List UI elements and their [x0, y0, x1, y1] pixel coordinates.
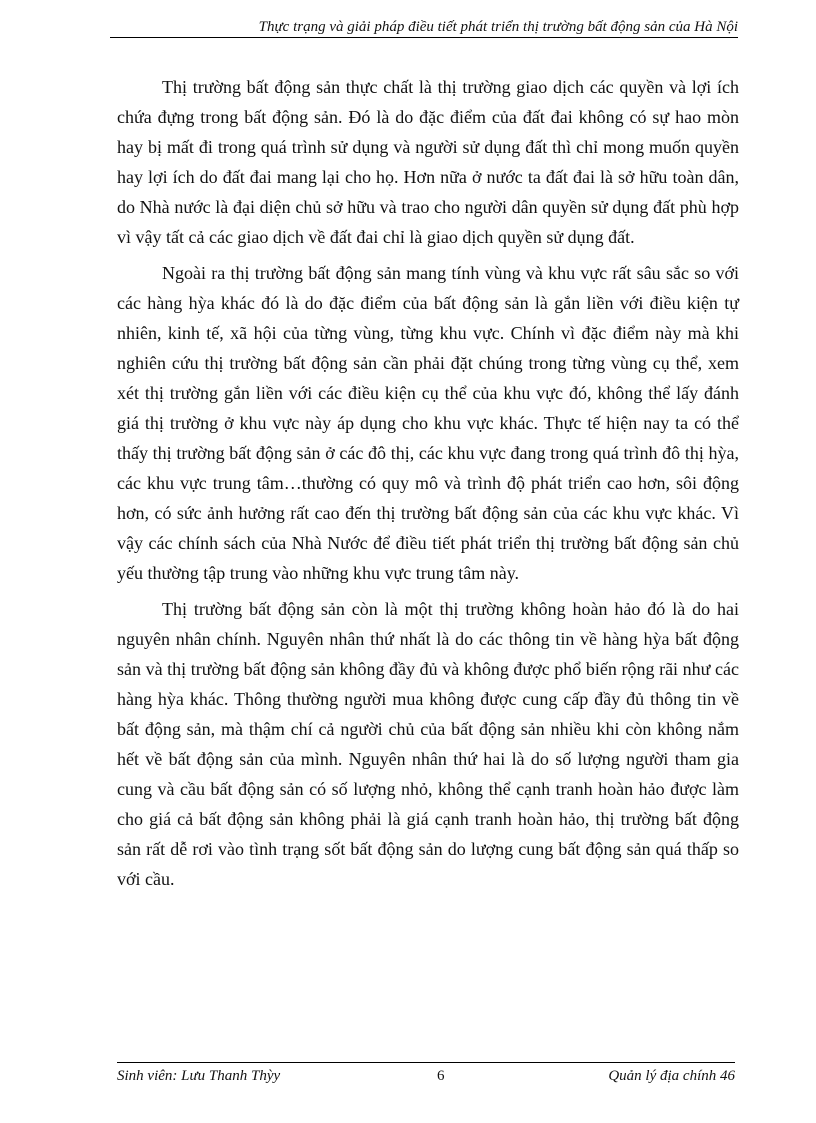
paragraph-3: Thị trường bất động sản còn là một thị trường không hoàn hảo đó là do hai nguyên nhân chính. Nguyên nhân thứ nhất là do các thông tin về hàng hỳa bất động sản và thị trường bất động sản không đầy đủ và không được phổ biến rộng rãi như các hàng hỳa khác. Thông thường người mua không được cung cấp đầy đủ thông tin về bất động sản, mà thậm chí cả người chủ của bất động sản nhiều khi còn không nắm hết về bất động sản của mình. Nguyên nhân thứ hai là do số lượng người tham gia cung và cầu bất động sản có số lượng nhỏ, không thể cạnh tranh hoàn hảo được làm cho giá cả bất động sản không phải là giá cạnh tranh hoàn hảo, thị trường bất động sản rất dễ rơi vào tình trạng sốt bất động sản do lượng cung bất động sản quá thấp so với cầu.	[117, 599, 739, 889]
footer-student: Sinh viên: Lưu Thanh Thỳy	[117, 1068, 281, 1084]
paragraph-1: Thị trường bất động sản thực chất là thị trường giao dịch các quyền và lợi ích chứa đựng trong bất động sản. Đó là do đặc điểm của đất đai không có sự hao mòn hay bị mất đi trong quá trình sử dụng và người sử dụng đất thì chỉ mong muốn quyền hay lợi ích do đất đai mang lại cho họ. Hơn nữa ở nước ta đất đai là sở hữu toàn dân, do Nhà nước là đại diện chủ sở hữu và trao cho người dân quyền sử dụng đất phù hợp vì vậy tất cả các giao dịch về đất đai chỉ là giao dịch quyền sử dụng đất.	[117, 77, 739, 247]
body-text	[117, 72, 739, 900]
page-number: 6	[437, 1068, 445, 1084]
footer-rule	[117, 1062, 735, 1063]
footer-course: Quản lý địa chính 46	[608, 1068, 735, 1084]
running-header: Thực trạng và giải pháp điều tiết phát triển thị trường bất động sản của Hà Nội	[110, 18, 738, 38]
paragraph-2: Ngoài ra thị trường bất động sản mang tính vùng và khu vực rất sâu sắc so với các hàng hỳa khác đó là do đặc điểm của bất động sản là gắn liền với điều kiện tự nhiên, kinh tế, xã hội của từng vùng, từng khu vực. Chính vì đặc điểm này mà khi nghiên cứu thị trường bất động sản cần phải đặt chúng trong từng vùng cụ thể, xem xét thị trường gắn liền với các điều kiện cụ thể của khu vực đó, không thể lấy đánh giá thị trường ở khu vực này áp dụng cho khu vực khác. Thực tế hiện nay ta có thể thấy thị trường bất động sản ở các đô thị, các khu vực đang trong quá trình đô thị hỳa, các khu vực trung tâm…thường có quy mô và trình độ phát triển cao hơn, sôi động hơn, có sức ảnh hưởng rất cao đến thị trường bất động sản của các khu vực khác. Vì vậy các chính sách của Nhà Nước để điều tiết phát triển thị trường bất động sản chủ yếu thường tập trung vào những khu vực trung tâm này.	[117, 263, 739, 583]
